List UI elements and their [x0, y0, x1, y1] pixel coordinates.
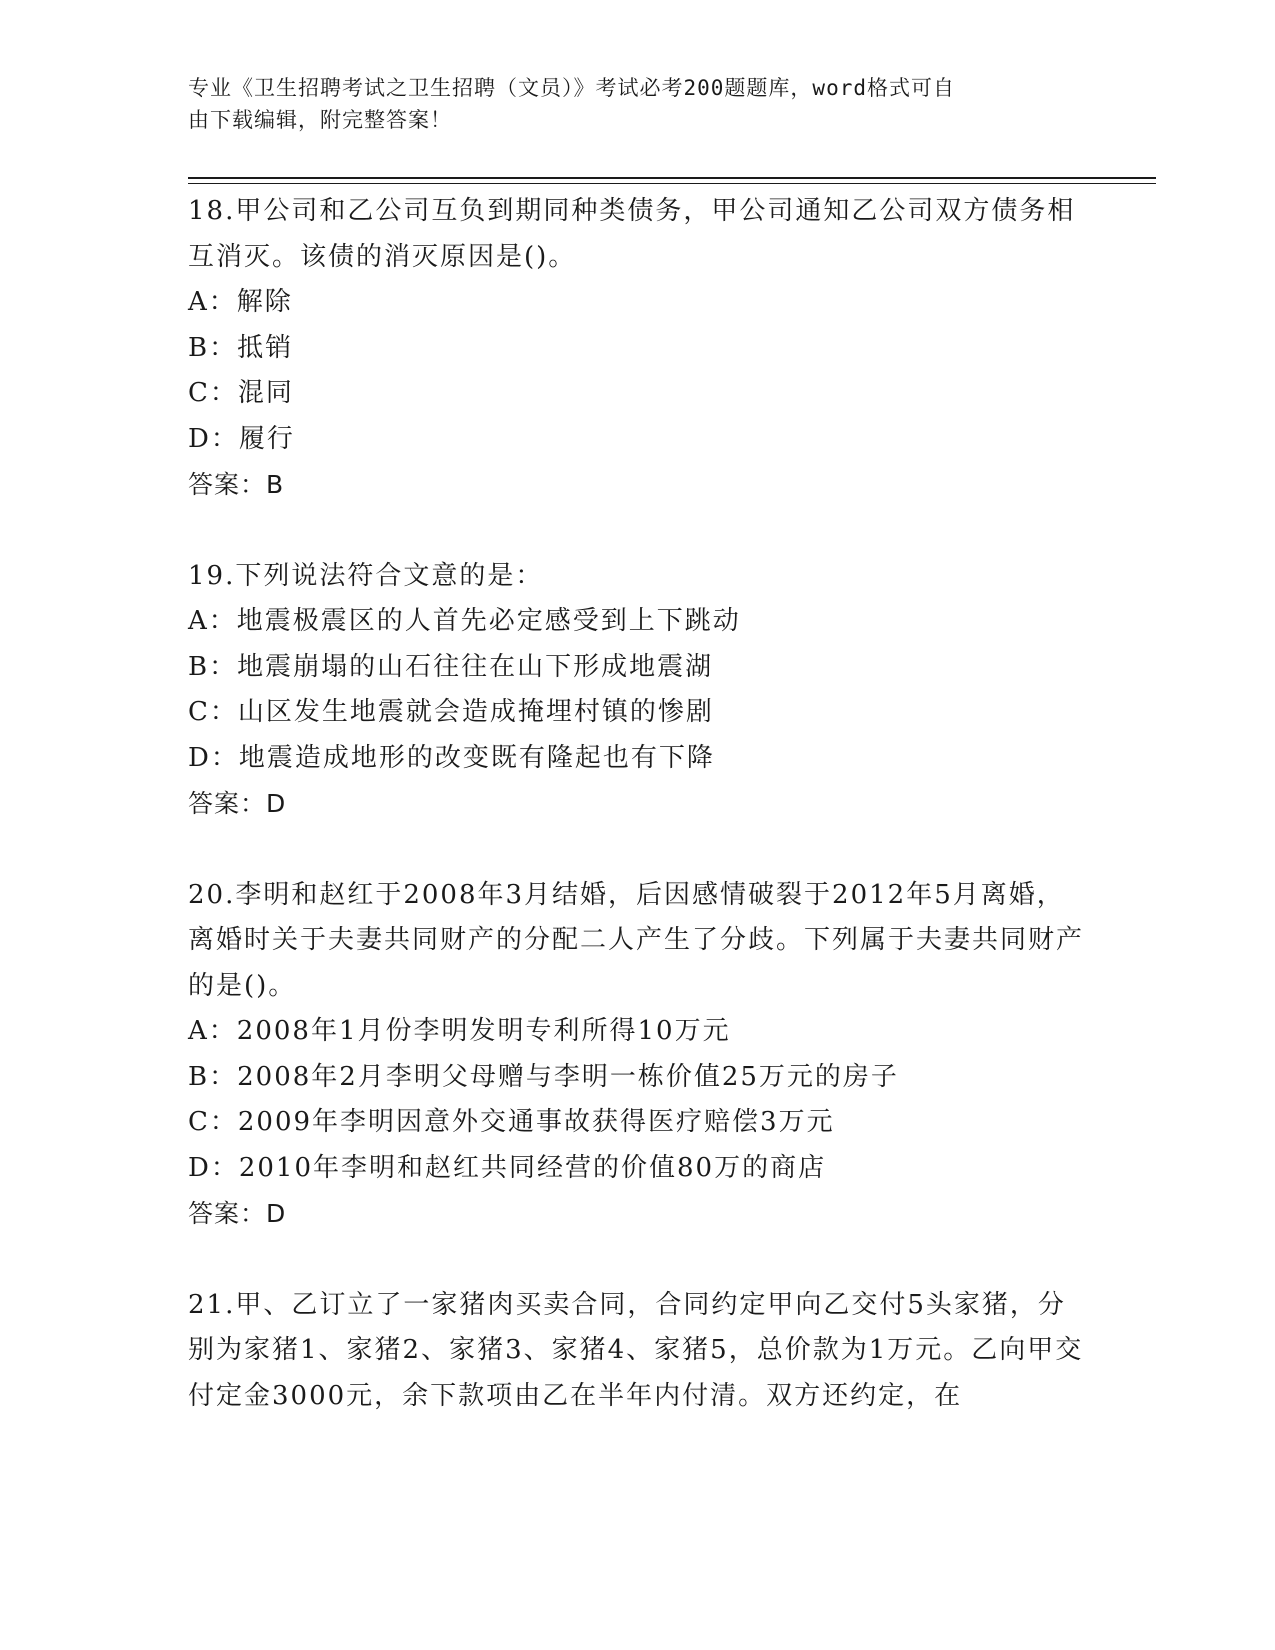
question-18 [188, 189, 1088, 508]
question-list [188, 189, 1088, 1465]
answer: 答案：B [188, 470, 285, 499]
option-a: A：地震极震区的人首先必定感受到上下跳动 [188, 606, 741, 636]
header-line-2: 由下载编辑，附完整答案！ [188, 108, 452, 132]
question-text: 18.甲公司和乙公司互负到期同种类债务，甲公司通知乙公司双方债务相互消灭。该债的消灭原因是()。 [188, 196, 1076, 272]
question-19 [188, 554, 1088, 827]
option-d: D：2010年李明和赵红共同经营的价值80万的商店 [188, 1152, 827, 1183]
option-d: D：履行 [188, 423, 295, 454]
option-b: B：2008年2月李明父母赠与李明一栋价值25万元的房子 [188, 1061, 899, 1092]
option-c: C：2009年李明因意外交通事故获得医疗赔偿3万元 [188, 1107, 835, 1137]
header-line-1: 专业《卫生招聘考试之卫生招聘（文员）》考试必考200题题库，word格式可自 [188, 76, 955, 100]
option-a: A：2008年1月份李明发明专利所得10万元 [188, 1016, 731, 1046]
option-b: B：抵销 [188, 332, 294, 363]
question-20 [188, 873, 1088, 1237]
option-a: A：解除 [188, 287, 293, 317]
document-header [188, 72, 1068, 136]
header-divider-thick [188, 177, 1156, 179]
option-c: C：山区发生地震就会造成掩埋村镇的惨剧 [188, 697, 714, 727]
question-text: 20.李明和赵红于2008年3月结婚，后因感情破裂于2012年5月离婚，离婚时关于夫妻共同财产的分配二人产生了分歧。下列属于夫妻共同财产的是()。 [188, 879, 1085, 1001]
option-b: B：地震崩塌的山石往往在山下形成地震湖 [188, 651, 714, 682]
question-text: 21.甲、乙订立了一家猪肉买卖合同，合同约定甲向乙交付5头家猪，分别为家猪1、家猪2、家猪3、家猪4、家猪5，总价款为1万元。乙向甲交付定金3000元，余下款项由乙在半年内付清。双方还约定，在 [188, 1289, 1084, 1411]
question-text: 19.下列说法符合文意的是： [188, 560, 544, 591]
header-divider-thin [188, 183, 1156, 184]
answer: 答案：D [188, 789, 287, 818]
option-d: D：地震造成地形的改变既有隆起也有下降 [188, 742, 715, 773]
answer: 答案：D [188, 1199, 287, 1228]
option-c: C：混同 [188, 378, 294, 408]
question-21 [188, 1283, 1088, 1420]
